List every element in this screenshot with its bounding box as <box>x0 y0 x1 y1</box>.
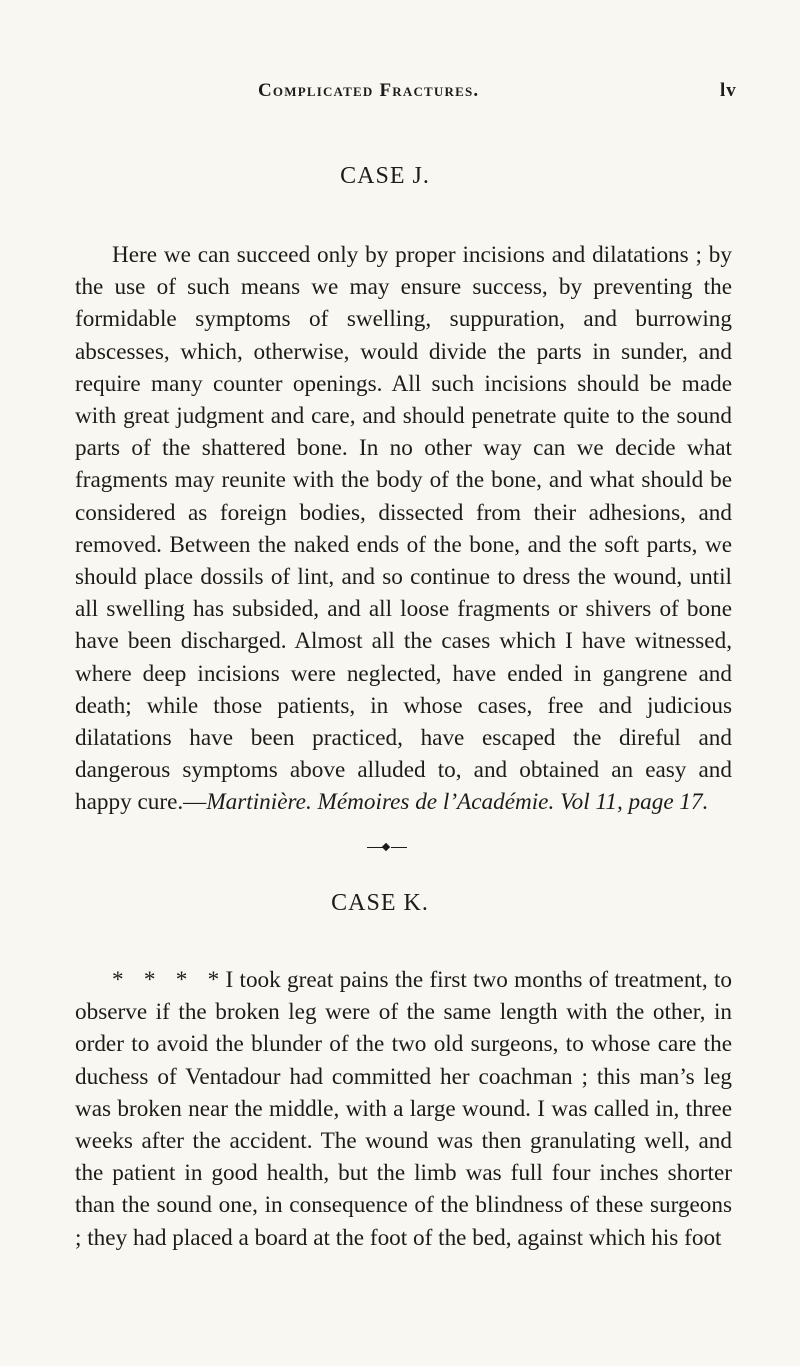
running-title: Complicated Fractures. <box>258 80 480 101</box>
case-k-asterisks: * * * * <box>112 967 220 993</box>
separator-diamond-icon <box>382 843 390 851</box>
page-number: lv <box>720 80 737 101</box>
case-k-body: I took great pains the first two months of treatment, to observe if the broken leg were of the same length with the other, in order to avoid the blunder of the two old surgeons, to whose care the duchess of Ventadour had committed her coachman ; this man’s leg was broken near the middle, with a large wound. I was called in, three weeks after the accident. The wound was then granulating well, and the patient in good health, but the limb was full four inches shorter than the sound one, in consequence of the blindness of these surgeons ; they had placed a board at the foot of the bed, against which his foot <box>75 967 732 1251</box>
case-j-heading: CASE J. <box>340 163 430 189</box>
case-k-paragraph <box>75 964 732 1254</box>
separator-line-left <box>367 847 383 848</box>
separator-line-right <box>391 847 407 848</box>
case-j-body: Here we can succeed only by proper incisions and dilatations ; by the use of such means we may ensure success, by preventing the formidable symptoms of swelling, suppuration, and burrowing abscesses, which, otherwise, would divide the parts in sunder, and require many counter openings. All such incisions should be made with great judgment and care, and should penetrate quite to the sound parts of the shattered bone. In no other way can we decide what fragments may reunite with the body of the bone, and what should be considered as foreign bodies, dissected from their adhesions, and removed. Between the naked ends of the bone, and the soft parts, we should place dossils of lint, and so continue to dress the wound, until all swelling has subsided, and all loose fragments or shivers of bone have been discharged. Almost all the cases which I have witnessed, where deep incisions were neglected, have ended in gangrene and death; while those patients, in whose cases, free and judicious dilatations have been practiced, have escaped the direful and dangerous symptoms above alluded to, and obtained an easy and happy cure.— <box>75 242 732 816</box>
case-j-citation: Martinière. Mémoires de l’Académie. Vol 11, page 17. <box>206 789 709 816</box>
running-header <box>0 80 800 104</box>
case-j-paragraph <box>75 239 732 819</box>
case-k-heading: CASE K. <box>331 890 429 916</box>
section-separator <box>367 842 407 854</box>
